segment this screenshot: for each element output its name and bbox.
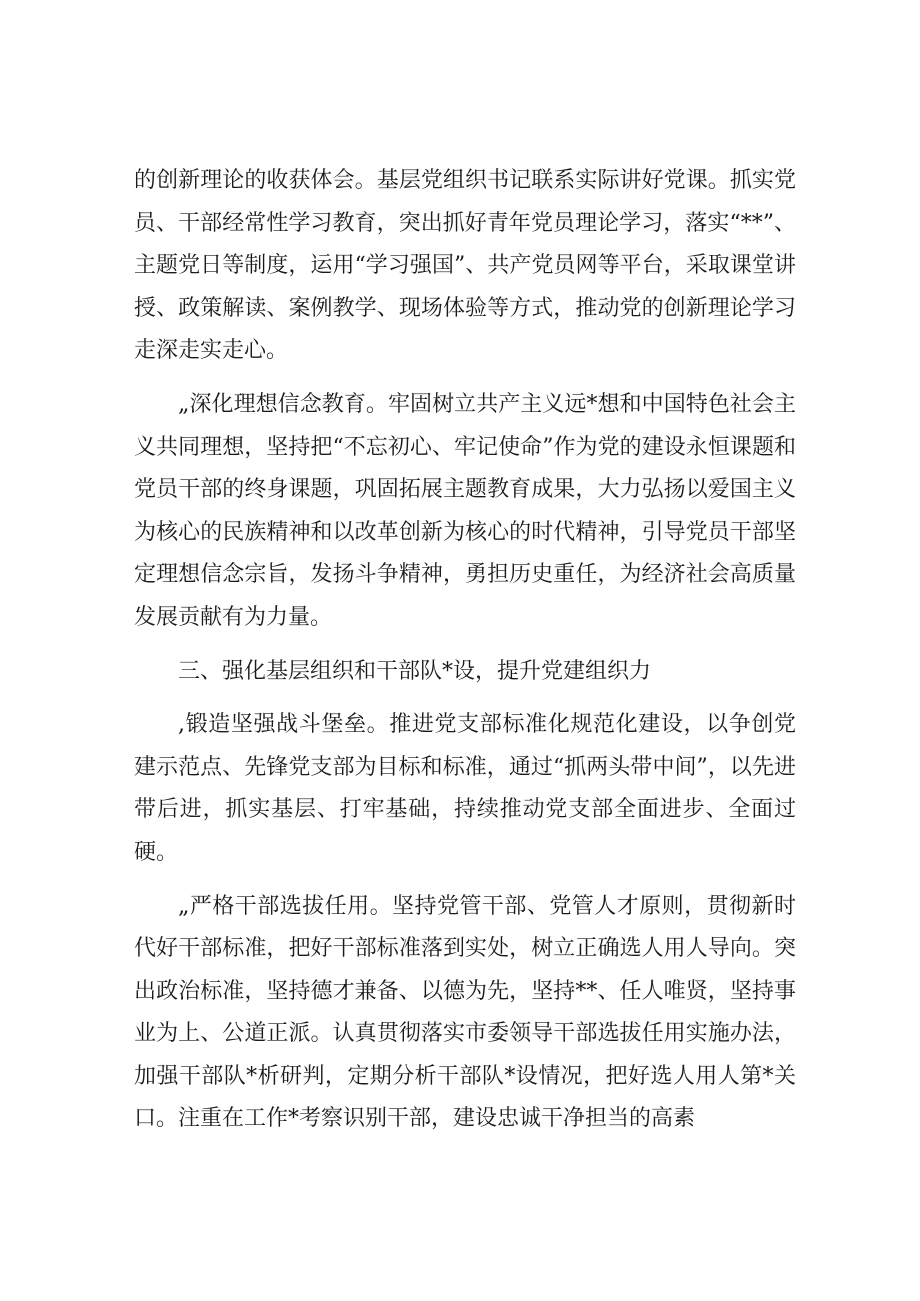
paragraph-fortress: ,锻造坚强战斗堡垒。推进党支部标准化规范化建设，以争创党建示范点、先锋党支部为目标和标准，通过“抓两头带中间”，以先进带后进，抓实基层、打牢基础，持续推动党支部全面进步、全面过硬。 — [134, 712, 796, 865]
paragraph-cadre-selection: „严格干部选拔任用。坚持党管干部、党管人才原则，贯彻新时代好干部标准，把好干部标准落到实处，树立正确选人用人导向。突出政治标准，坚持德才兼备、以德为先，坚持**、任人唯贤，坚持事业为上、公道正派。认真贯彻落实市委领导干部选拔任用实施办法，加强干部队*析研判，定期分析干部队*设情况，把好选人用人第*关口。注重在工作*考察识别干部，建设忠诚干净担当的高素 — [134, 893, 796, 1132]
paragraph-ideals-education: „深化理想信念教育。牢固树立共产主义远*想和中国特色社会主义共同理想，坚持把“不忘初心、牢记使命”作为党的建设永恒课题和党员干部的终身课题，巩固拓展主题教育成果，大力弘扬以爱国主义为核心的民族精神和以改革创新为核心的时代精神，引导党员干部坚定理想信念宗旨，发扬斗争精神，勇担历史重任，为经济社会高质量发展贡献有为力量。 — [134, 391, 796, 630]
paragraph-theory-study: 的创新理论的收获体会。基层党组织书记联系实际讲好党课。抓实党员、干部经常性学习教育，突出抓好青年党员理论学习，落实“**”、主题党日等制度，运用“学习强国”、共产党员网等平台，采取课堂讲授、政策解读、案例教学、现场体验等方式，推动党的创新理论学习走深走实走心。 — [134, 168, 796, 364]
section-heading-three: 三、强化基层组织和干部队*设，提升党建组织力 — [178, 658, 652, 684]
document-body — [134, 160, 796, 1141]
